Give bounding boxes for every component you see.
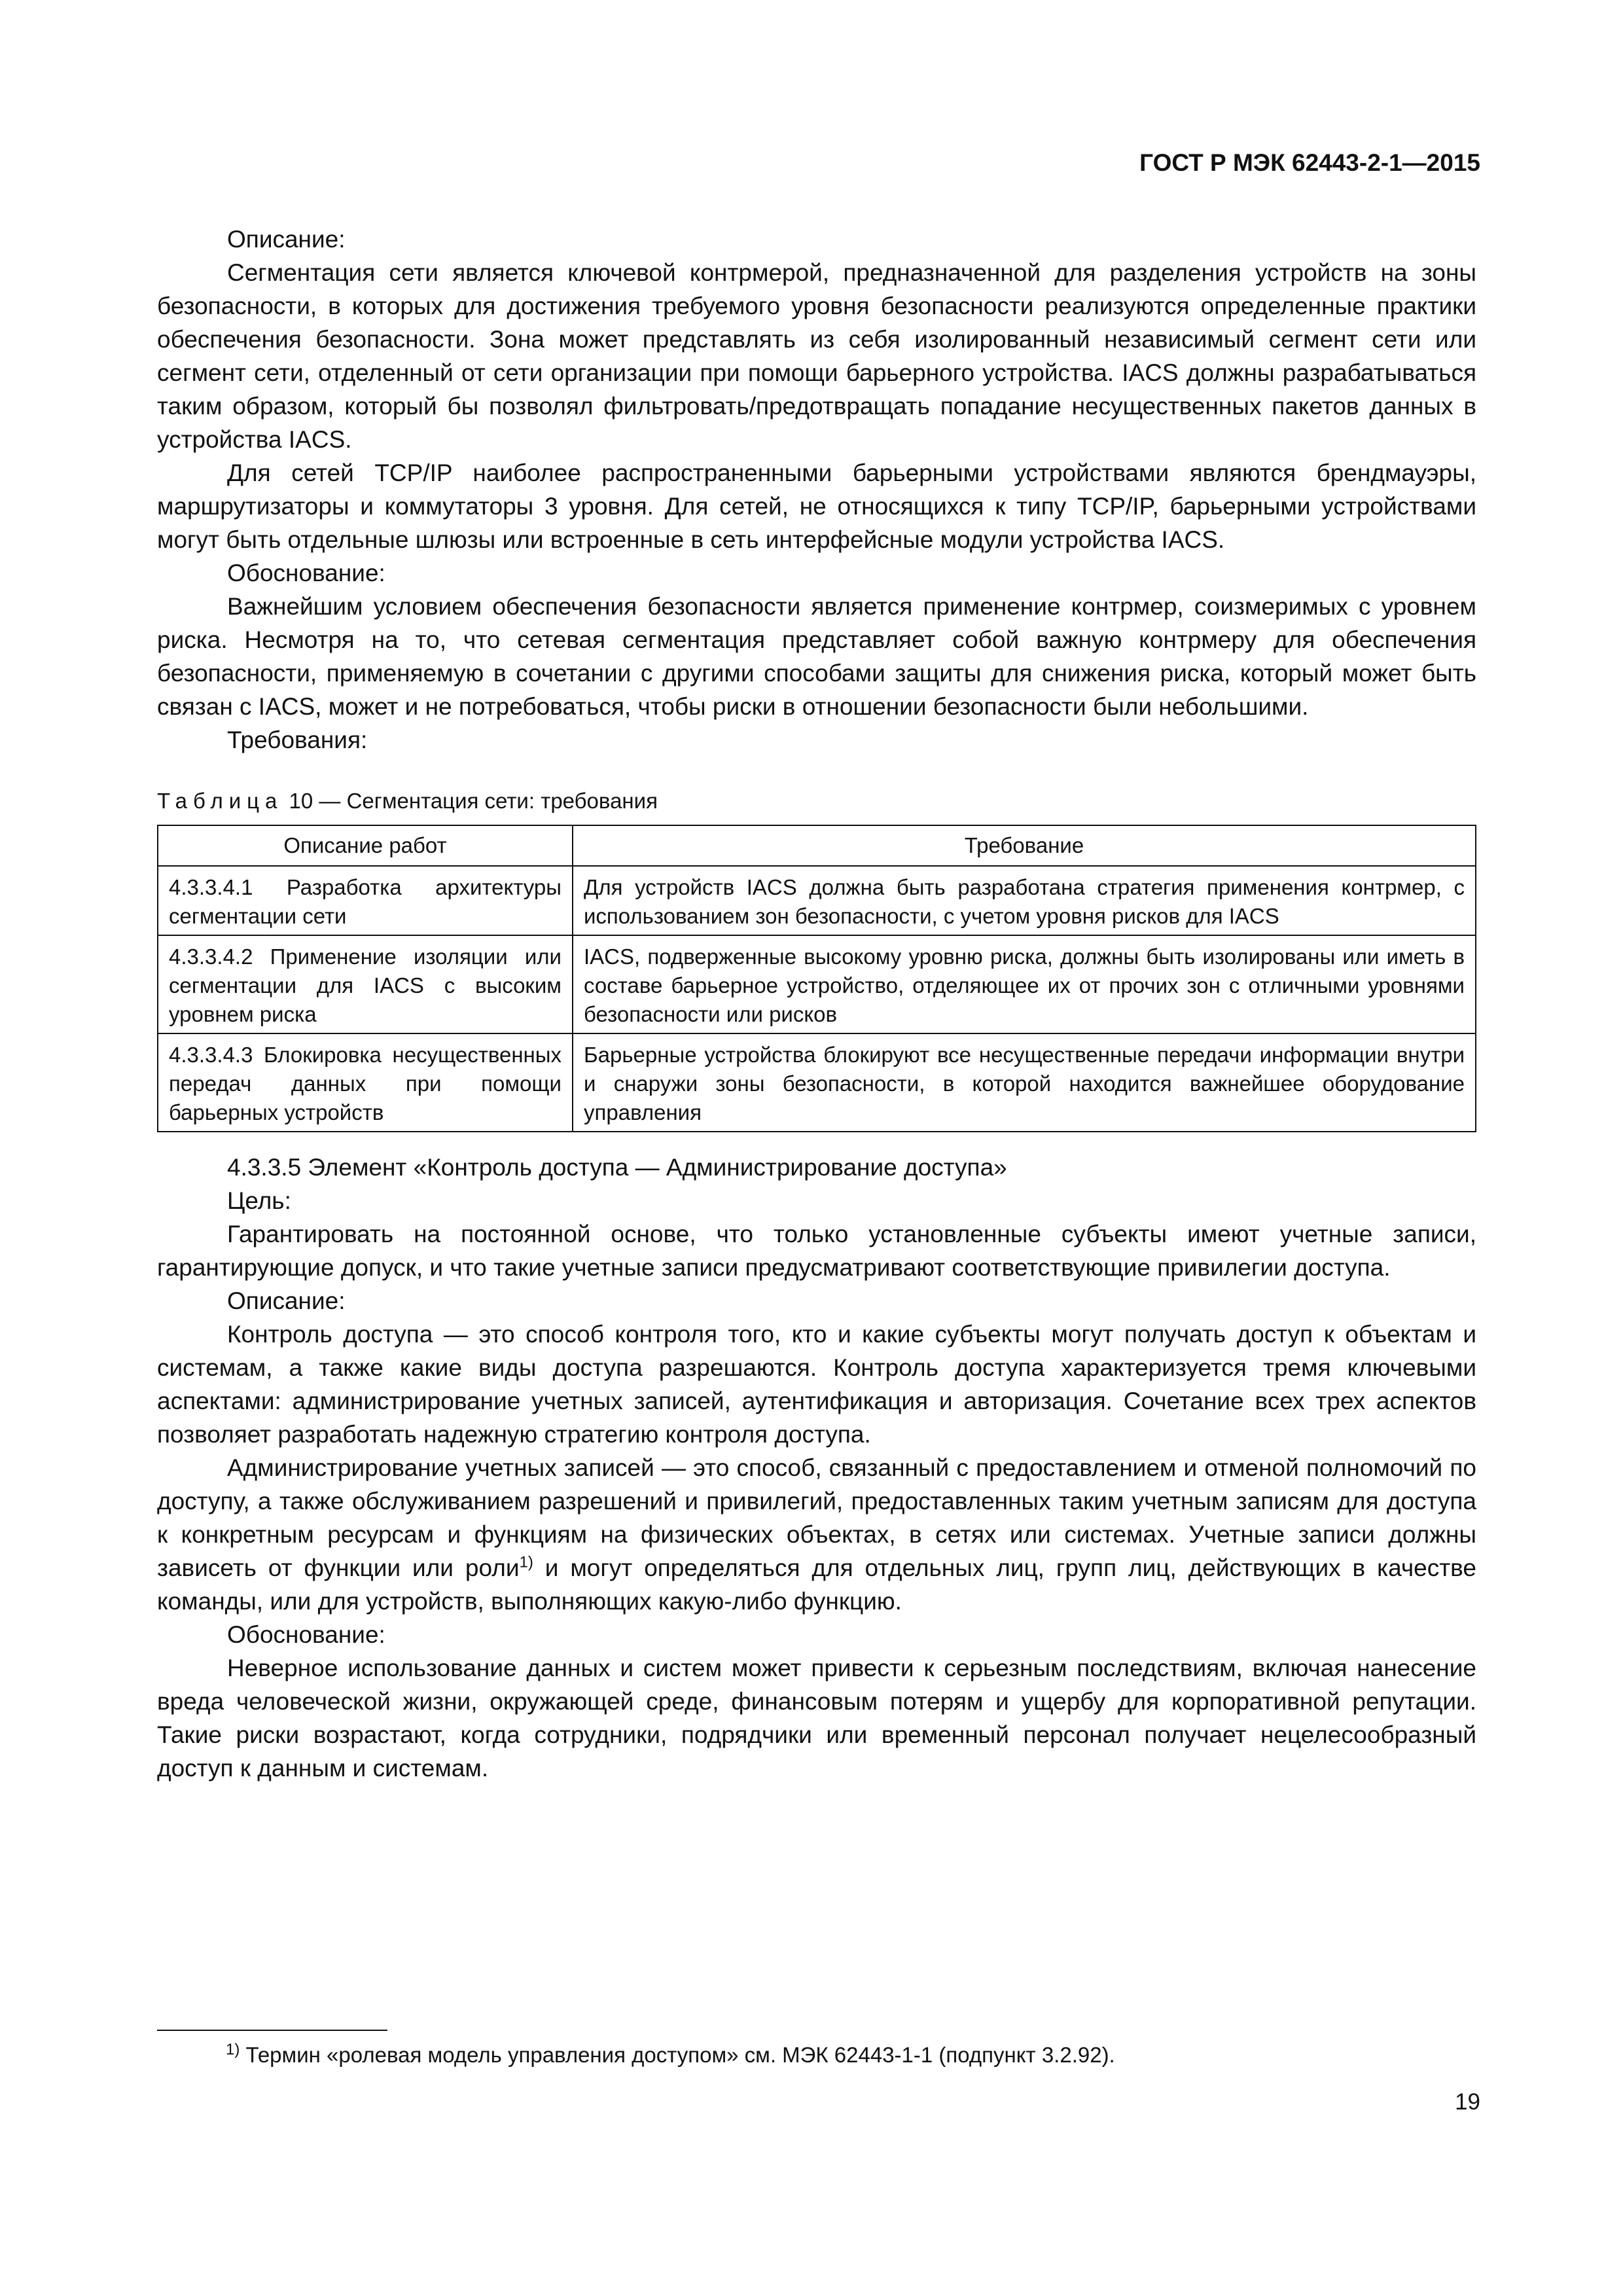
footnote-divider bbox=[157, 2030, 387, 2031]
paragraph: Важнейшим условием обеспечения безопасности является применение контрмер, соизмеримых с уровнем риска. Несмотря на то, что сетевая сегментация представляет собой важную контрмеру для обеспечения безопасности, применяемую в сочетании с другими способами защиты для снижения риска, который может быть связан с IACS, может и не потребоваться, чтобы риски в отношении безопасности были небольшими. bbox=[157, 593, 1476, 720]
task-cell: 4.3.3.4.1 Разработка архитектуры сегментации сети bbox=[158, 866, 573, 935]
footnote-text: Термин «ролевая модель управления доступом» см. МЭК 62443-1-1 (подпункт 3.2.92). bbox=[240, 2043, 1115, 2067]
table-row bbox=[158, 935, 1476, 1033]
paragraph: Контроль доступа — это способ контроля того, кто и какие субъекты могут получать доступ к объектам и системам, а также какие виды доступа разрешаются. Контроль доступа характеризуется тремя ключевыми аспектами: администрирование учетных записей, аутентификация и авторизация. Сочетание всех трех аспектов позволяет разработать надежную стратегию контроля доступа. bbox=[157, 1321, 1476, 1448]
description-label: Описание: bbox=[227, 226, 346, 253]
section-heading: 4.3.3.5 Элемент «Контроль доступа — Администрирование доступа» bbox=[227, 1154, 1007, 1181]
footnote-marker: 1) bbox=[226, 2041, 240, 2058]
paragraph: Для сетей TCP/IP наиболее распространенными барьерными устройствами являются брендмауэры, маршрутизаторы и коммутаторы 3 уровня. Для сетей, не относящихся к типу TCP/IP, барьерными устройствами могут быть отдельные шлюзы или встроенные в сеть интерфейсные модули устройства IACS. bbox=[157, 459, 1476, 553]
paragraph: Неверное использование данных и систем может привести к серьезным последствиям, включая нанесение вреда человеческой жизни, окружающей среде, финансовым потерям и ущербу для корпоративной репутации. Такие риски возрастают, когда сотрудники, подрядчики или временный персонал получает нецелесообразный доступ к данным и системам. bbox=[157, 1655, 1476, 1782]
requirements-table bbox=[157, 825, 1476, 1132]
paragraph: Гарантировать на постоянной основе, что только установленные субъекты имеют учетные записи, гарантирующие допуск, и что такие учетные записи предусматривают соответствующие привилегии доступа. bbox=[157, 1221, 1476, 1281]
table-header-cell: Описание работ bbox=[158, 825, 573, 866]
document-header: ГОСТ Р МЭК 62443-2-1—2015 bbox=[1139, 149, 1480, 176]
page-number: 19 bbox=[1455, 2089, 1480, 2115]
footnote-reference[interactable]: 1) bbox=[519, 1553, 533, 1571]
requirement-cell: Для устройств IACS должна быть разработана стратегия применения контрмер, с использованием зон безопасности, с учетом уровня рисков для IACS bbox=[573, 866, 1476, 935]
paragraph-text: Администрирование учетных записей — это способ, связанный с предоставлением и отменой полномочий по доступу, а также обслуживанием разрешений и привилегий, предоставленных таким учетным записям для доступа к конкретным ресурсам и функциям на физических объектах, в сетях или системах. Учетные записи должны зависеть от функции или роли bbox=[157, 1454, 1476, 1581]
rationale-label: Обоснование: bbox=[227, 1621, 385, 1648]
table-header-row bbox=[158, 825, 1476, 866]
table-caption bbox=[157, 787, 1476, 816]
description-label: Описание: bbox=[227, 1287, 346, 1314]
requirement-cell: Барьерные устройства блокируют все несущественные передачи информации внутри и снаружи зоны безопасности, в которой находится важнейшее оборудование управления bbox=[573, 1033, 1476, 1132]
footnote bbox=[226, 2041, 1115, 2070]
task-cell: 4.3.3.4.3 Блокировка несущественных передач данных при помощи барьерных устройств bbox=[158, 1033, 573, 1132]
requirements-label: Требования: bbox=[227, 726, 368, 753]
task-cell: 4.3.3.4.2 Применение изоляции или сегментации для IACS с высоким уровнем риска bbox=[158, 935, 573, 1033]
table-caption-text: 10 — Сегментация сети: требования bbox=[283, 789, 658, 813]
document-body bbox=[157, 223, 1476, 1785]
table-header-cell: Требование bbox=[573, 825, 1476, 866]
table-row bbox=[158, 1033, 1476, 1132]
goal-label: Цель: bbox=[227, 1187, 291, 1214]
rationale-label: Обоснование: bbox=[227, 560, 385, 586]
table-caption-word: Таблица bbox=[157, 789, 283, 813]
paragraph: Сегментация сети является ключевой контрмерой, предназначенной для разделения устройств на зоны безопасности, в которых для достижения требуемого уровня безопасности реализуются определенные практики обеспечения безопасности. Зона может представлять из себя изолированный независимый сегмент сети или сегмент сети, отделенный от сети организации при помощи барьерного устройства. IACS должны разрабатываться таким образом, который бы позволял фильтровать/предотвращать попадание несущественных пакетов данных в устройства IACS. bbox=[157, 259, 1476, 453]
table-row bbox=[158, 866, 1476, 935]
requirement-cell: IACS, подверженные высокому уровню риска, должны быть изолированы или иметь в составе барьерное устройство, отделяющее их от прочих зон с отличными уровнями безопасности или рисков bbox=[573, 935, 1476, 1033]
paragraph bbox=[157, 1451, 1476, 1618]
paragraph-text: и могут определяться для отдельных лиц, групп лиц, действующих в качестве команды, или для устройств, выполняющих какую-либо функцию. bbox=[157, 1554, 1476, 1615]
